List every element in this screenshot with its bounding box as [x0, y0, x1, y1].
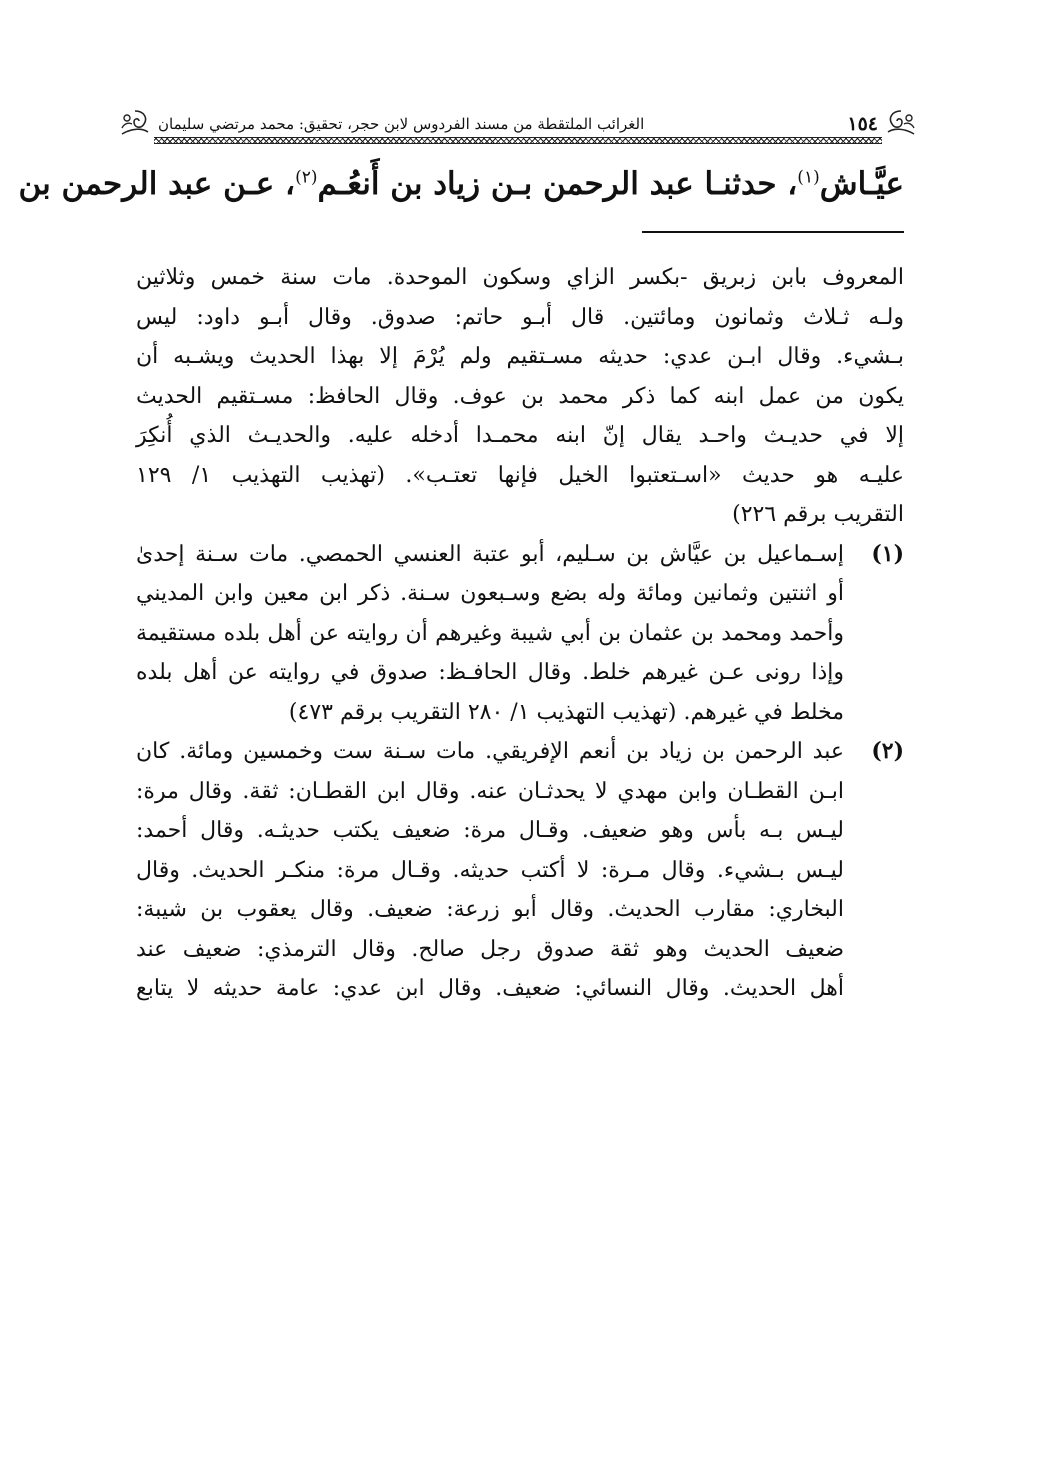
header-decorative-band [154, 137, 882, 144]
footnote-body [136, 732, 844, 1009]
footnote-1 [136, 535, 904, 733]
main-text-segment: ، حدثنـا عبد الرحمن بـن زياد بن أَنعُـم [317, 166, 798, 202]
header-text-row [158, 112, 878, 136]
footnote-line: ابـن القطـان وابن مهدي لا يحدثـان عنه. وقال ابن القطـان: ثقة. وقال مرة: [136, 778, 844, 804]
footnote-line: مخلط في غيرهم. (تهذيب التهذيب ١/ ٢٨٠ التقريب برقم ٤٧٣) [288, 699, 844, 725]
footnote-ref: (١) [797, 167, 820, 188]
main-text [18, 156, 904, 212]
running-header [118, 104, 918, 144]
main-text-segment: ، عـن عبد الرحمن بن [18, 166, 296, 202]
header-title: الغرائب الملتقطة من مسند الفردوس لابن حجر، تحقيق: محمد مرتضي سليمان [158, 115, 645, 133]
footnote-line: المعروف بابن زبريق -بكسر الزاي وسكون الموحدة. مات سنة خمس وثلاثين [136, 265, 904, 290]
footnote-marker: (٢) [871, 738, 904, 764]
separator-rule [642, 231, 904, 233]
footnote-line: يكون من عمل ابنه كما ذكر محمد بن عوف. وقال الحافظ: مسـتقيم الحديث [136, 383, 904, 409]
main-text-segment: عيَّـاش [819, 166, 904, 202]
footnote-continuation [136, 258, 904, 535]
footnote-line: أو اثنتين وثمانين ومائة وله بضع وسـبعون سـنة. ذكر ابن معين وابن المديني [136, 581, 844, 606]
footnote-line: البخاري: مقارب الحديث. وقال أبو زرعة: ضعيف. وقال يعقوب بن شيبة: [136, 897, 844, 922]
footnote-line: وإذا رونى عـن غيرهم خلط. وقال الحافـظ: صدوق في روايته عن أهل بلده [136, 660, 844, 685]
footnotes-section [136, 258, 904, 1009]
footnote-line: ليـس بـشيء. وقال مـرة: لا أكتب حديثه. وقـال مرة: منكـر الحديث. وقال [136, 857, 844, 883]
footnote-line: التقريب برقم ٢٢٦) [732, 502, 904, 527]
footnote-line: وأحمد ومحمد بن عثمان بن أبي شيبة وغيرهم أن روايته عن أهل بلده مستقيمة [136, 620, 844, 646]
footnote-line: ولـه ثـلاث وثمانون ومائتين. قال أبـو حاتم: صدوق. وقال أبـو داود: ليس [136, 304, 904, 330]
footnote-body [136, 535, 844, 733]
footnote-line: ليـس بـه بأس وهو ضعيف. وقـال مرة: ضعيف يكتب حديثـه. وقال أحمد: [136, 818, 844, 843]
floral-ornament-icon [884, 108, 918, 138]
footnote-line: ضعيف الحديث وهو ثقة صدوق رجل صالح. وقال الترمذي: ضعيف عند [136, 936, 844, 962]
footnote-marker: (١) [871, 540, 904, 567]
footnote-line: إسـماعيل بن عيَّاش بن سـليم، أبو عتبة العنسي الحمصي. مات سـنة إحدىٰ [136, 541, 844, 567]
page-number: ١٥٤ [847, 113, 878, 135]
footnote-line: إلا في حديـث واحـد يقال إنّ ابنه محمـدا أدخله عليه. والحديـث الذي أُنكِرَ [136, 423, 904, 448]
footnote-ref: (٢) [295, 167, 318, 188]
footnote-line: بـشيء. وقال ابـن عدي: حديثه مسـتقيم ولم يُرْمَ إلا بهذا الحديث ويشـبه أن [136, 344, 904, 369]
footnote-2 [136, 732, 904, 1009]
footnote-line: عبد الرحمن بن زياد بن أنعم الإفريقي. مات سـنة ست وخمسين ومائة. كان [136, 739, 844, 764]
floral-ornament-icon [118, 108, 152, 138]
footnote-line: أهل الحديث. وقال النسائي: ضعيف. وقال ابن عدي: عامة حديثه لا يتابع [136, 976, 844, 1001]
footnote-line: عليـه هو حديث «اسـتعتبوا الخيل فإنها تعتـب». (تهذيب التهذيب ١/ ١٢٩ [136, 462, 904, 488]
